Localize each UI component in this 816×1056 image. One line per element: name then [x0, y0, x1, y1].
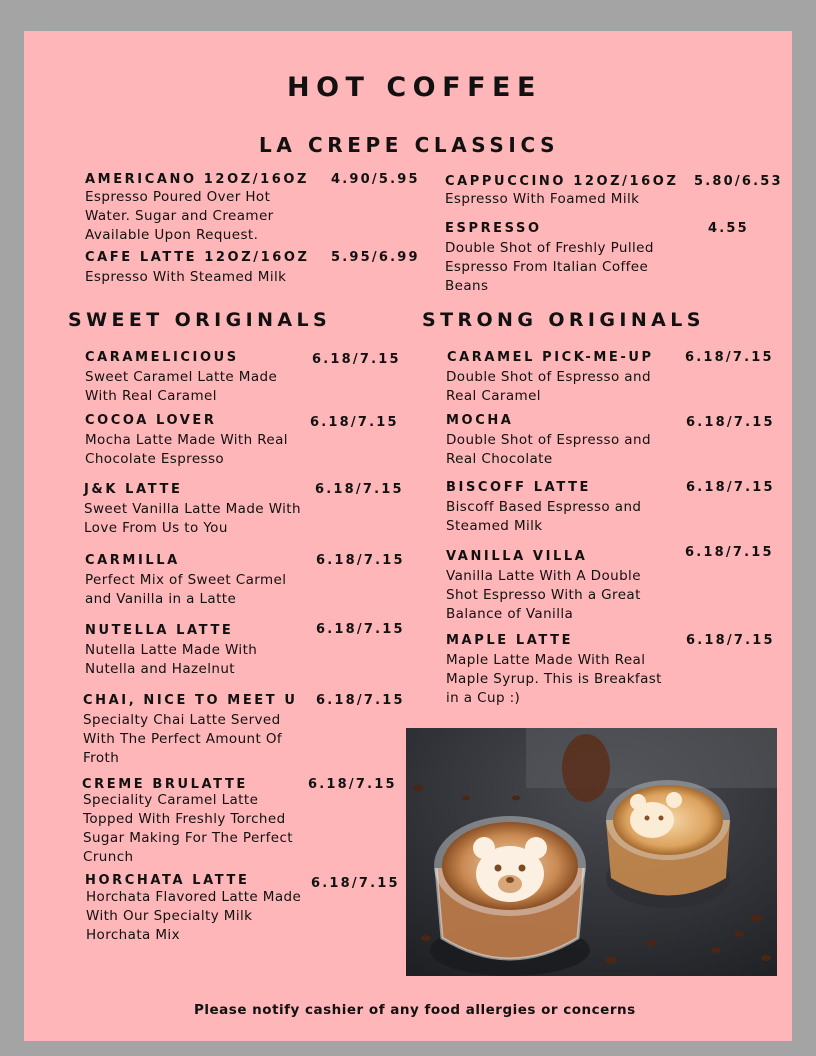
- item-description: Vanilla Latte With A Double Shot Espresso With a Great Balance of Vanilla: [446, 568, 641, 622]
- item-name: VANILLA VILLA: [446, 549, 588, 564]
- item-description: Sweet Vanilla Latte Made With Love From Us to You: [84, 501, 301, 536]
- item-price: 6.18/7.15: [685, 350, 774, 365]
- page-title: HOT COFFEE: [287, 72, 542, 103]
- item-description: Horchata Flavored Latte Made With Our Specialty Milk Horchata Mix: [86, 889, 302, 943]
- item-description: Double Shot of Espresso and Real Caramel: [446, 369, 651, 404]
- item-price: 5.80/6.53: [694, 174, 783, 189]
- item-price: 6.18/7.15: [686, 480, 775, 495]
- item-price: 6.18/7.15: [316, 693, 405, 708]
- item-price: 6.18/7.15: [308, 777, 397, 792]
- item-name: HORCHATA LATTE: [85, 873, 250, 888]
- item-name: MOCHA: [446, 413, 514, 428]
- section-heading-sweet: SWEET ORIGINALS: [68, 309, 332, 331]
- item-price: 6.18/7.15: [311, 876, 400, 891]
- item-name: CHAI, NICE TO MEET U: [83, 693, 298, 708]
- item-price: 4.55: [708, 221, 749, 236]
- item-description: Espresso Poured Over Hot Water. Sugar and Creamer Available Upon Request.: [85, 189, 274, 243]
- item-name: NUTELLA LATTE: [85, 623, 234, 638]
- item-description: Double Shot of Freshly Pulled Espresso From Italian Coffee Beans: [445, 240, 654, 294]
- menu-page: [24, 31, 792, 1041]
- item-name: COCOA LOVER: [85, 413, 217, 428]
- item-description: Mocha Latte Made With Real Chocolate Espresso: [85, 432, 288, 467]
- latte-illustration: [406, 728, 777, 976]
- item-price: 6.18/7.15: [316, 622, 405, 637]
- item-name: CREME BRULATTE: [82, 777, 248, 792]
- item-name: J&K LATTE: [84, 482, 183, 497]
- item-description: Espresso With Foamed Milk: [445, 191, 640, 207]
- item-name: CAPPUCCINO 12OZ/16OZ: [445, 174, 679, 189]
- item-name: ESPRESSO: [445, 221, 542, 236]
- item-description: Perfect Mix of Sweet Carmel and Vanilla in a Latte: [85, 572, 287, 607]
- item-name: CARMILLA: [85, 553, 180, 568]
- item-name: BISCOFF LATTE: [446, 480, 592, 495]
- item-description: Maple Latte Made With Real Maple Syrup. This is Breakfast in a Cup :): [446, 652, 662, 706]
- item-name: MAPLE LATTE: [446, 633, 574, 648]
- item-description: Specialty Chai Latte Served With The Perfect Amount Of Froth: [83, 712, 283, 766]
- item-price: 6.18/7.15: [686, 415, 775, 430]
- item-price: 6.18/7.15: [686, 633, 775, 648]
- item-name: AMERICANO 12OZ/16OZ: [85, 172, 310, 187]
- item-description: Nutella Latte Made With Nutella and Hazelnut: [85, 642, 258, 677]
- item-price: 6.18/7.15: [315, 482, 404, 497]
- section-heading-classics: LA CREPE CLASSICS: [259, 133, 560, 157]
- allergy-notice: Please notify cashier of any food allergies or concerns: [194, 1002, 636, 1018]
- item-description: Double Shot of Espresso and Real Chocolate: [446, 432, 651, 467]
- item-description: Biscoff Based Espresso and Steamed Milk: [446, 499, 642, 534]
- item-price: 6.18/7.15: [312, 352, 401, 367]
- item-price: 6.18/7.15: [316, 553, 405, 568]
- item-price: 4.90/5.95: [331, 172, 420, 187]
- item-name: CARAMELICIOUS: [85, 350, 239, 365]
- item-description: Speciality Caramel Latte Topped With Freshly Torched Sugar Making For The Perfect Crunch: [83, 792, 293, 865]
- item-description: Sweet Caramel Latte Made With Real Caramel: [85, 369, 278, 404]
- item-name: CARAMEL PICK-ME-UP: [447, 350, 654, 365]
- item-name: CAFE LATTE 12OZ/16OZ: [85, 250, 310, 265]
- latte-photo: [406, 728, 777, 976]
- item-description: Espresso With Steamed Milk: [85, 269, 287, 285]
- item-price: 6.18/7.15: [310, 415, 399, 430]
- section-heading-strong: STRONG ORIGINALS: [422, 309, 705, 331]
- item-price: 6.18/7.15: [685, 545, 774, 560]
- item-price: 5.95/6.99: [331, 250, 420, 265]
